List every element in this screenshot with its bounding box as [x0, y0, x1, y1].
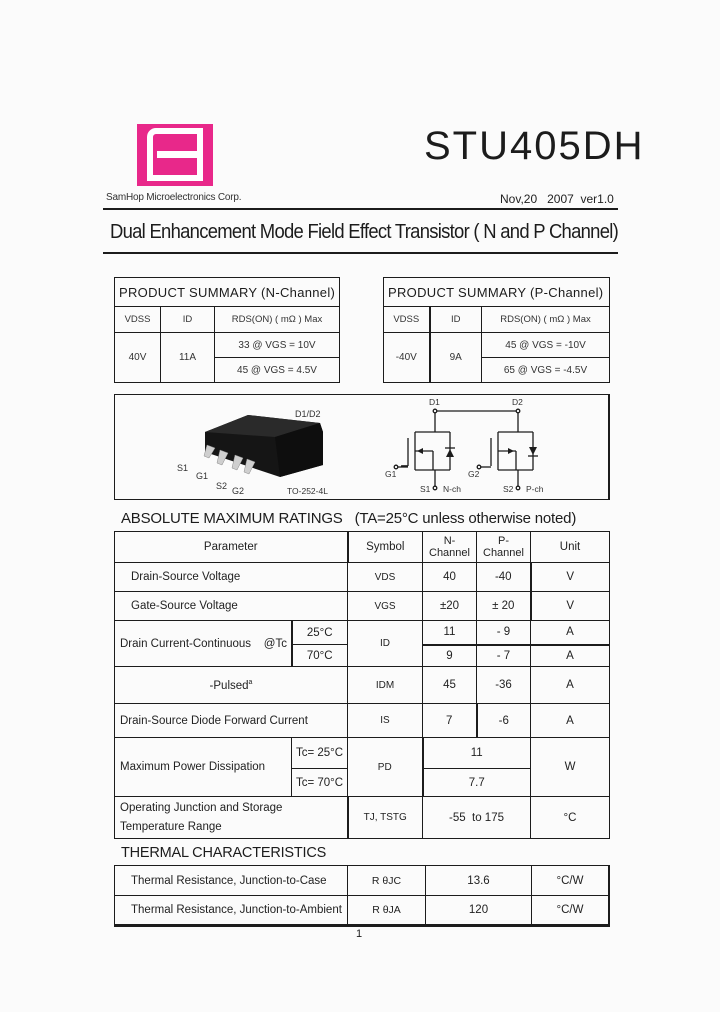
- table-row: [115, 667, 610, 704]
- symbol-cell: IS: [348, 704, 423, 738]
- unit-cell: A: [531, 645, 610, 667]
- param-cell: Thermal Resistance, Junction-to-Case: [115, 866, 348, 896]
- table-title: PRODUCT SUMMARY (P-Channel): [384, 278, 610, 307]
- divider: [103, 208, 618, 210]
- rds-value: 45 @ VGS = -10V: [482, 333, 610, 358]
- column-header: RDS(ON) ( mΩ ) Max: [482, 307, 610, 333]
- table-row: [115, 704, 610, 738]
- page-number: 1: [356, 928, 363, 940]
- n-value: 11: [423, 621, 477, 645]
- symbol-cell: VGS: [348, 592, 423, 621]
- condition-cell: Tc= 70°C: [292, 769, 348, 797]
- column-header: ID: [430, 307, 482, 333]
- package-illustration: [115, 395, 611, 501]
- condition-cell: 25°C: [292, 621, 348, 645]
- g2-label: G2: [468, 469, 480, 479]
- column-header: P-Channel: [477, 532, 531, 563]
- s1-label: S1: [420, 484, 431, 494]
- absolute-maximum-ratings-table: [114, 531, 610, 839]
- unit-cell: A: [531, 704, 610, 738]
- package-and-schematic-diagram: [114, 394, 610, 500]
- param-label: Operating Junction and Storage: [120, 801, 283, 814]
- value-cell: 120: [426, 896, 532, 926]
- column-header: Parameter: [115, 532, 348, 563]
- column-header: N-Channel: [423, 532, 477, 563]
- column-header: RDS(ON) ( mΩ ) Max: [215, 307, 340, 333]
- param-cell: Thermal Resistance, Junction-to-Ambient: [115, 896, 348, 926]
- p-value: -6: [477, 704, 531, 738]
- unit-cell: °C: [531, 797, 610, 839]
- pin-label: G2: [232, 486, 245, 496]
- part-number: STU405DH: [424, 124, 645, 168]
- unit-cell: °C/W: [532, 896, 610, 926]
- n-value: 9: [423, 645, 477, 667]
- rds-value: 45 @ VGS = 4.5V: [215, 358, 340, 383]
- product-summary-n-channel: [114, 277, 340, 383]
- g1-label: G1: [385, 469, 397, 479]
- body-diode-n: [446, 449, 454, 457]
- symbol-cell: VDS: [348, 563, 423, 592]
- d1-label: D1: [429, 397, 440, 407]
- pin-label: S2: [216, 481, 228, 491]
- param-cell: [115, 667, 348, 704]
- symbol-cell: ID: [348, 621, 423, 667]
- footnote-marker: a: [248, 678, 253, 686]
- n-value: 7: [423, 704, 477, 738]
- table-row: [115, 866, 610, 896]
- rds-value: 65 @ VGS = -4.5V: [482, 358, 610, 383]
- param-label: Temperature Range: [120, 820, 222, 833]
- value-cell: -55 to 175: [423, 797, 531, 839]
- drain-label: D1/D2: [295, 409, 321, 419]
- product-summary-p-channel: [383, 277, 610, 383]
- column-header: VDSS: [115, 307, 161, 333]
- table-title: PRODUCT SUMMARY (N-Channel): [115, 278, 340, 307]
- param-cell: Gate-Source Voltage: [115, 592, 348, 621]
- n-value: 40: [423, 563, 477, 592]
- symbol-cell: R θJA: [348, 896, 426, 926]
- n-value: ±20: [423, 592, 477, 621]
- symbol-cell: IDM: [348, 667, 423, 704]
- condition-cell: Tc= 25°C: [292, 738, 348, 769]
- table-row: [115, 621, 610, 645]
- table-row: [115, 797, 610, 839]
- value-cell: 11: [423, 738, 531, 769]
- symbol-cell: TJ, TSTG: [348, 797, 423, 839]
- param-cell: Drain Current-Continuous @Tc: [115, 621, 292, 667]
- company-name: SamHop Microelectronics Corp.: [106, 192, 242, 203]
- rds-value: 33 @ VGS = 10V: [215, 333, 340, 358]
- p-value: -36: [477, 667, 531, 704]
- value-cell: 7.7: [423, 769, 531, 797]
- value-cell: 13.6: [426, 866, 532, 896]
- column-header: Unit: [531, 532, 610, 563]
- id-value: 11A: [161, 333, 215, 383]
- document-subtitle: Dual Enhancement Mode Field Effect Transistor ( N and P Channel): [110, 220, 619, 243]
- param-label: -Pulsed: [209, 679, 249, 692]
- unit-cell: A: [531, 621, 610, 645]
- thermal-title: THERMAL CHARACTERISTICS: [121, 845, 327, 861]
- samhop-logo: [137, 124, 213, 186]
- condition-cell: 70°C: [292, 645, 348, 667]
- vdss-value: -40V: [384, 333, 430, 383]
- param-cell: Maximum Power Dissipation: [115, 738, 292, 797]
- d2-label: D2: [512, 397, 523, 407]
- vdss-value: 40V: [115, 333, 161, 383]
- n-channel-label: N-ch: [443, 484, 461, 494]
- package-label: TO-252-4L: [287, 486, 328, 496]
- p-channel-label: P-ch: [526, 484, 544, 494]
- p-value: ± 20: [477, 592, 531, 621]
- id-value: 9A: [430, 333, 482, 383]
- param-cell: Drain-Source Voltage: [115, 563, 348, 592]
- section-heading: ABSOLUTE MAXIMUM RATINGS: [121, 510, 343, 527]
- unit-cell: W: [531, 738, 610, 797]
- section-condition: (TA=25°C unless otherwise noted): [354, 510, 577, 527]
- table-header-row: [115, 532, 610, 563]
- date-version: Nov,20 2007 ver1.0: [500, 192, 614, 206]
- unit-cell: A: [531, 667, 610, 704]
- symbol-cell: PD: [348, 738, 423, 797]
- column-header: VDSS: [384, 307, 430, 333]
- table-row: [115, 592, 610, 621]
- param-cell: [115, 797, 348, 839]
- pin-label: G1: [196, 471, 209, 481]
- divider: [103, 252, 618, 254]
- abs-max-title: [121, 510, 576, 527]
- thermal-characteristics-table: [114, 865, 610, 927]
- symbol-cell: R θJC: [348, 866, 426, 896]
- pin-label: S1: [177, 463, 189, 473]
- table-row: [115, 563, 610, 592]
- s2-label: S2: [503, 484, 514, 494]
- unit-cell: V: [531, 592, 610, 621]
- column-header: Symbol: [348, 532, 423, 563]
- table-row: [115, 896, 610, 926]
- p-value: - 7: [477, 645, 531, 667]
- p-value: - 9: [477, 621, 531, 645]
- p-value: -40: [477, 563, 531, 592]
- column-header: ID: [161, 307, 215, 333]
- body-diode-p: [529, 447, 537, 455]
- unit-cell: V: [531, 563, 610, 592]
- param-cell: Drain-Source Diode Forward Current: [115, 704, 348, 738]
- table-row: [115, 738, 610, 769]
- unit-cell: °C/W: [532, 866, 610, 896]
- n-value: 45: [423, 667, 477, 704]
